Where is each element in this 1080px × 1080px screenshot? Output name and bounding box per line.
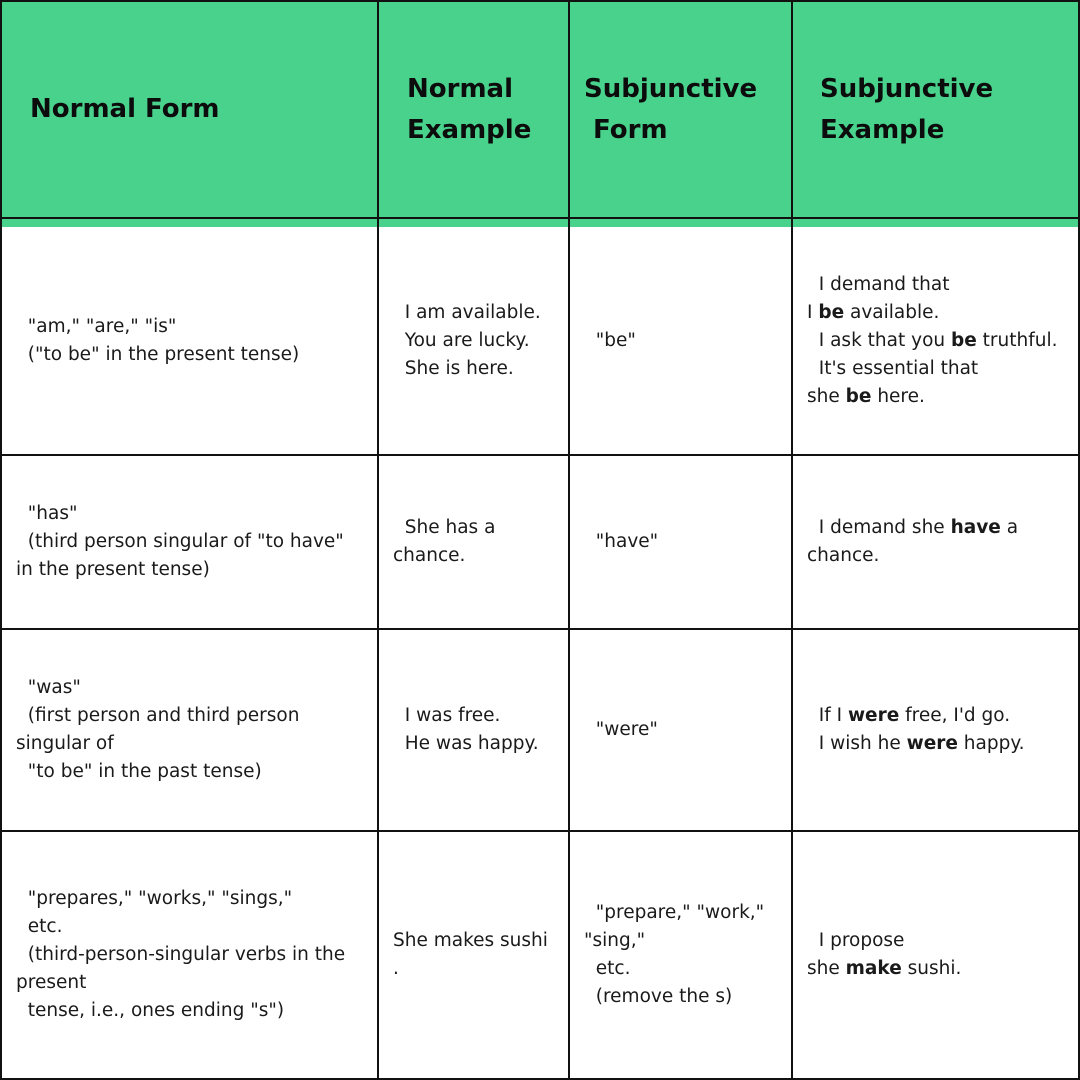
- table-row-2-normal-form: "has" (third person singular of "to have" in the present tense): [16, 503, 344, 580]
- table-row-4-normal-form: "prepares," "works," "sings," etc. (third-person-singular verbs in the present tense, i.e., ones ending "s"): [16, 888, 346, 1021]
- column-divider: [568, 0, 570, 1080]
- table-row-3-normal-example: I was free. He was happy.: [404, 705, 539, 754]
- column-divider: [791, 0, 793, 1080]
- example-line: chance.: [807, 545, 880, 566]
- subjunctive-example-lines: [807, 702, 1025, 758]
- table-row-1-normal-form: "am," "are," "is" ("to be" in the present tense): [27, 316, 300, 365]
- example-line: It's essential that: [807, 358, 979, 379]
- example-line: she be here.: [807, 386, 925, 407]
- example-line: she make sushi.: [807, 958, 962, 979]
- table-row-4-subjunctive-example: [807, 832, 1078, 1078]
- subjunctive-verb: be: [951, 330, 977, 351]
- table-row-2-subjunctive-example: [807, 456, 1078, 628]
- table-row-2-normal-example: She has a chance.: [393, 517, 496, 566]
- column-divider: [377, 0, 379, 1080]
- example-line: I be available.: [807, 302, 940, 323]
- row-divider: [0, 830, 1080, 832]
- table-row-1-subjunctive-form: "be": [584, 330, 636, 351]
- header-divider: [0, 217, 1080, 219]
- subjunctive-verb: be: [818, 302, 845, 323]
- example-line: I propose: [807, 930, 905, 951]
- row-divider: [0, 628, 1080, 630]
- subjunctive-verb: be: [845, 386, 872, 407]
- subjunctive-example-lines: [807, 927, 961, 983]
- example-line: If I were free, I'd go.: [807, 705, 1011, 726]
- table-row-3-subjunctive-form: "were": [584, 719, 658, 740]
- header-subjunctive-example: Subjunctive Example: [820, 73, 994, 145]
- table-row-2-subjunctive-form: "have": [584, 531, 659, 552]
- table-row-4-normal-example: She makes sushi .: [393, 930, 548, 979]
- table-row-4-subjunctive-form: "prepare," "work," "sing," etc. (remove the s): [584, 902, 765, 1007]
- table-row-3-subjunctive-example: [807, 630, 1078, 830]
- subjunctive-example-lines: [807, 271, 1058, 411]
- subjunctive-verb: make: [845, 958, 902, 979]
- header-normal-form: Normal Form: [30, 94, 220, 124]
- example-line: I ask that you be truthful.: [807, 330, 1058, 351]
- table-row-3-normal-form: "was" (first person and third person singular of "to be" in the past tense): [16, 677, 300, 782]
- subjunctive-verb: were: [847, 705, 900, 726]
- row-divider: [0, 454, 1080, 456]
- header-subjunctive-form: Subjunctive Form: [584, 73, 758, 145]
- table-border-left: [0, 0, 2, 1080]
- subjunctive-verb: have: [950, 517, 1001, 538]
- example-line: I demand that: [807, 274, 950, 295]
- subjunctive-example-lines: [807, 514, 1018, 570]
- table-row-1-subjunctive-example: [807, 228, 1078, 454]
- subjunctive-verb: were: [906, 733, 958, 754]
- table-row-1-normal-example: I am available. You are lucky. She is here.: [404, 302, 541, 379]
- example-line: I wish he were happy.: [807, 733, 1025, 754]
- header-normal-example: Normal Example: [407, 73, 532, 145]
- example-line: I demand she have a: [807, 517, 1019, 538]
- table-border-top: [0, 0, 1080, 2]
